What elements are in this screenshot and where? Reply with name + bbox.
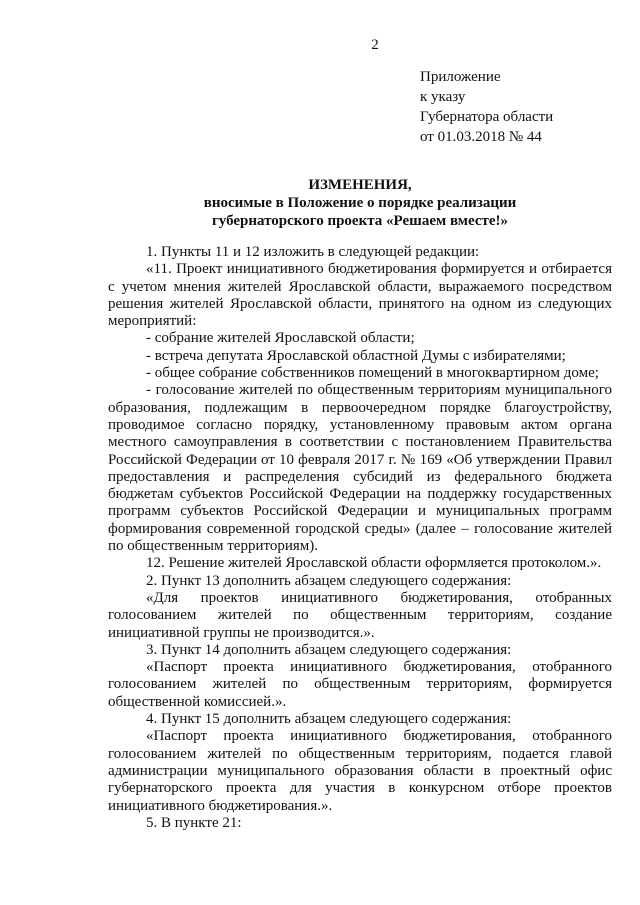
paragraph: 12. Решение жителей Ярославской области оформляется протоколом.». [146,555,602,572]
paragraph: «11. Проект инициативного бюджетирования формируется и отбирается с учетом мнения жителей Ярославской области, выражаемого посредством решения жителей Ярославской области, принятого на одном из следующих мероприятий: [108,261,612,330]
paragraph: 2. Пункт 13 дополнить абзацем следующего содержания: [146,572,512,589]
list-item: - общее собрание собственников помещений в многоквартирном доме; [146,365,599,382]
paragraph: 1. Пункты 11 и 12 изложить в следующей редакции: [146,244,480,260]
list-item: - собрание жителей Ярославской области; [146,330,415,347]
appendix-line: от 01.03.2018 № 44 [420,129,542,145]
appendix-line: к указу [420,89,466,105]
appendix-block [420,67,620,147]
title-line: губернаторского проекта «Решаем вместе!» [211,213,509,229]
paragraph: «Паспорт проекта инициативного бюджетирования, отобранного голосованием жителей по общественным территориям, формируется общественной комиссией.». [108,659,612,710]
paragraph: «Для проектов инициативного бюджетирования, отобранных голосованием жителей по общественным территориям, создание инициативной группы не производится.». [108,589,612,641]
document-body [108,244,612,832]
list-item: - встреча депутата Ярославской областной Думы с избирателями; [146,347,566,364]
list-item: - голосование жителей по общественным территориям муниципального образования, подлежащим в первоочередном порядке благоустройству, проводимое согласно порядку, установленному правовым актом органа местного самоуправления в соответствии с постановлением Правительства Российской Федерации от 10 февраля 2017 г. № 169 «Об утверждении Правил предоставления и распределения субсидий из федерального бюджета бюджетам субъектов Российской Федерации на поддержку государственных программ субъектов Российской Федерации и муниципальных программ формирования современной городской среды» (далее – голосование жителей по общественным территориям). [108,382,612,555]
paragraph: 4. Пункт 15 дополнить абзацем следующего содержания: [146,711,512,728]
paragraph: 3. Пункт 14 дополнить абзацем следующего содержания: [146,641,512,658]
paragraph: 5. В пункте 21: [146,814,242,831]
title-line: вносимые в Положение о порядке реализации [203,195,517,211]
appendix-line: Приложение [420,69,501,85]
document-title [108,176,612,230]
title-line: ИЗМЕНЕНИЯ, [308,177,412,193]
appendix-line: Губернатора области [420,109,554,125]
paragraph: «Паспорт проекта инициативного бюджетирования, отобранного голосованием жителей по общественным территориям, подается главой администрации муниципального образования области в проектный офис губернаторского проекта для участия в конкурсном отборе проектов инициативного бюджетирования.». [108,728,612,814]
page-number: 2 [371,37,379,53]
